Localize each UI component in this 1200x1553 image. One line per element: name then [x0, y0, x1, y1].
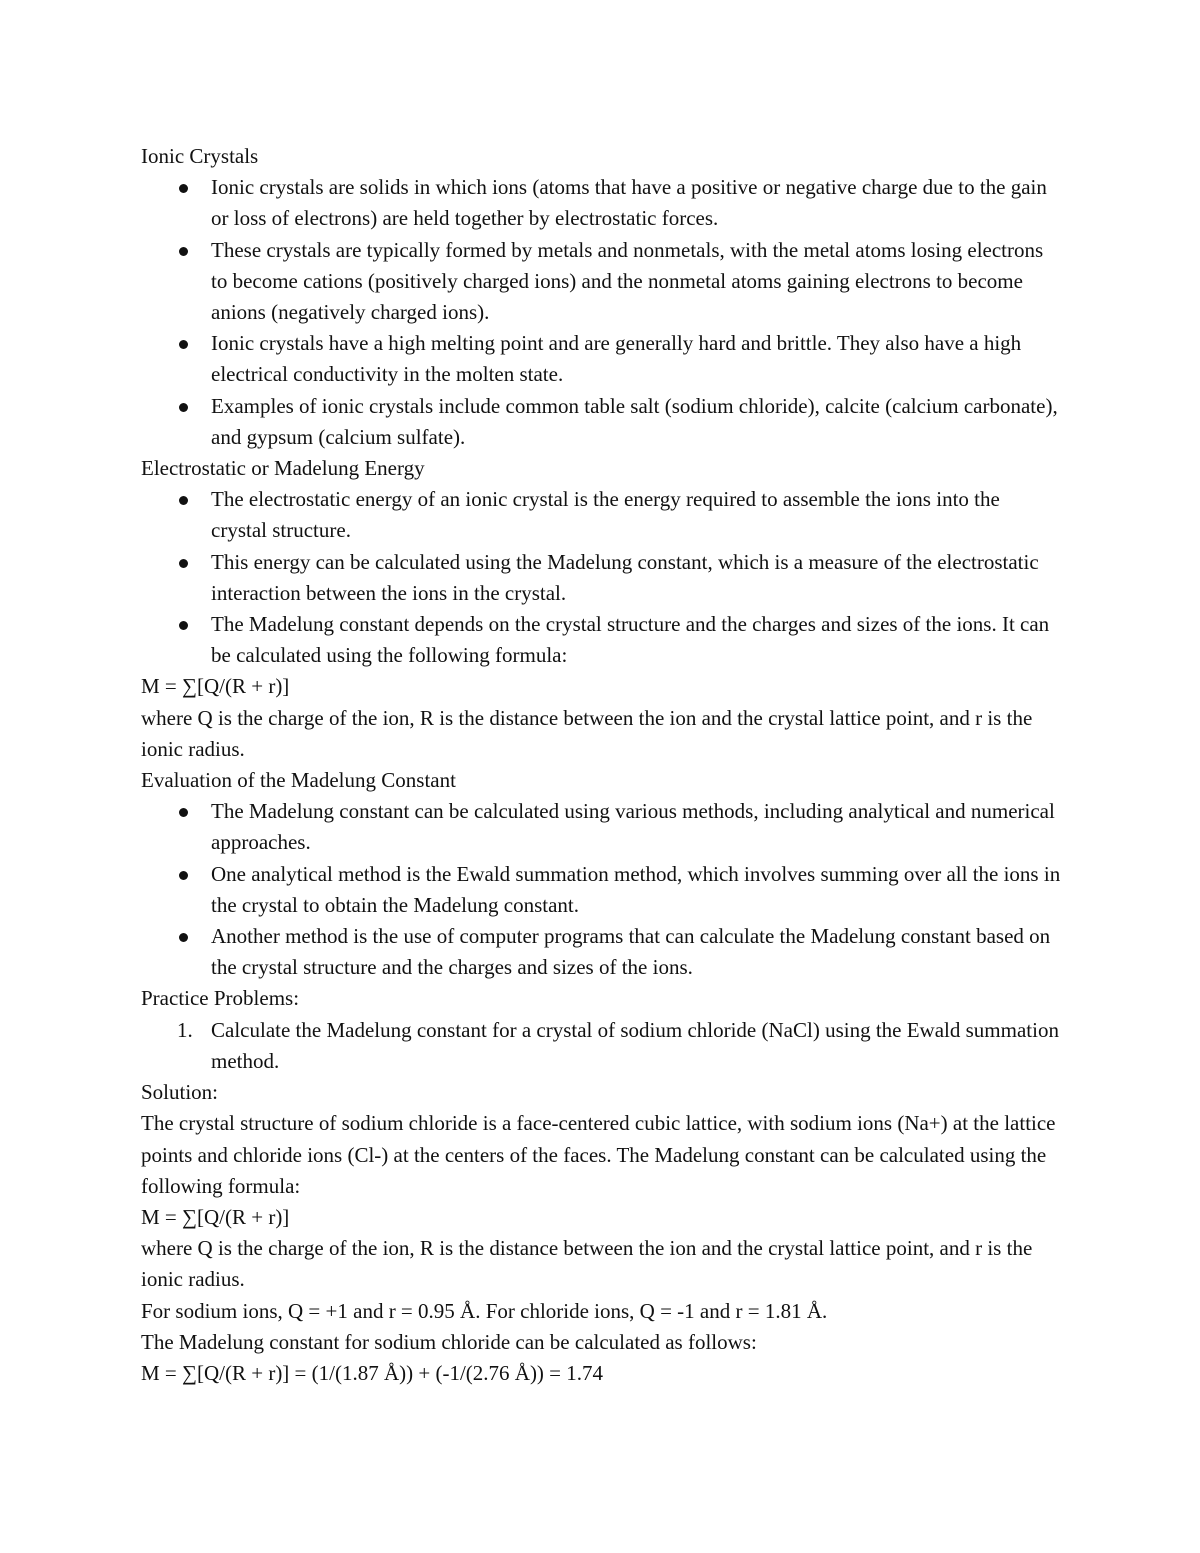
solution-label: Solution:: [141, 1080, 219, 1105]
bullet-icon: [179, 184, 188, 193]
list-item: 1. Calculate the Madelung constant for a crystal of sodium chloride (NaCl) using the Ewald summation method.: [141, 1015, 1061, 1077]
bullet-icon: [179, 247, 188, 256]
bullet-icon: [179, 340, 188, 349]
solution-formula-explanation: where Q is the charge of the ion, R is the distance between the ion and the crystal lattice point, and r is the ionic radius.: [141, 1236, 1033, 1292]
list-item: The Madelung constant can be calculated using various methods, including analytical and numerical approaches.: [141, 796, 1061, 858]
list-item: The Madelung constant depends on the crystal structure and the charges and sizes of the ions. It can be calculated using the following formula:: [141, 609, 1061, 671]
bullet-icon: [179, 496, 188, 505]
ionic-crystals-list: [141, 172, 1061, 453]
calculation-intro: The Madelung constant for sodium chloride can be calculated as follows:: [141, 1329, 757, 1354]
solution-text: The crystal structure of sodium chloride is a face-centered cubic lattice, with sodium ions (Na+) at the lattice points and chloride ions (Cl-) at the centers of the faces. The Madelung constant can be calculated using the following formula:: [141, 1111, 1056, 1198]
ion-values-line: For sodium ions, Q = +1 and r = 0.95 Å. For chloride ions, Q = -1 and r = 1.81 Å.: [141, 1298, 828, 1323]
section-heading-ionic-crystals: Ionic Crystals: [141, 144, 259, 168]
solution-formula: M = ∑[Q/(R + r)]: [141, 1204, 290, 1229]
list-item: One analytical method is the Ewald summation method, which involves summing over all the ions in the crystal to obtain the Madelung constant.: [141, 859, 1061, 921]
practice-problems-list: [141, 1015, 1061, 1077]
list-item: These crystals are typically formed by metals and nonmetals, with the metal atoms losing electrons to become cations (positively charged ions) and the nonmetal atoms gaining electrons to become anions (negatively charged ions).: [141, 235, 1061, 329]
bullet-icon: [179, 621, 188, 630]
list-item: Ionic crystals have a high melting point and are generally hard and brittle. They also have a high electrical conductivity in the molten state.: [141, 328, 1061, 390]
section-heading-practice-problems: Practice Problems:: [141, 986, 300, 1011]
calculation-result: M = ∑[Q/(R + r)] = (1/(1.87 Å)) + (-1/(2.76 Å)) = 1.74: [141, 1360, 604, 1385]
list-item: Examples of ionic crystals include common table salt (sodium chloride), calcite (calcium carbonate), and gypsum (calcium sulfate).: [141, 391, 1061, 453]
list-item: The electrostatic energy of an ionic crystal is the energy required to assemble the ions into the crystal structure.: [141, 484, 1061, 546]
document-body: [141, 141, 1061, 1389]
problem-number: 1.: [177, 1017, 193, 1042]
bullet-icon: [179, 559, 188, 568]
list-item: Another method is the use of computer programs that can calculate the Madelung constant based on the crystal structure and the charges and sizes of the ions.: [141, 921, 1061, 983]
formula-explanation: where Q is the charge of the ion, R is the distance between the ion and the crystal lattice point, and r is the ionic radius.: [141, 705, 1033, 761]
list-item: Ionic crystals are solids in which ions (atoms that have a positive or negative charge due to the gain or loss of electrons) are held together by electrostatic forces.: [141, 172, 1061, 234]
bullet-icon: [179, 933, 188, 942]
bullet-icon: [179, 403, 188, 412]
evaluation-list: [141, 796, 1061, 983]
madelung-formula: M = ∑[Q/(R + r)]: [141, 674, 290, 699]
bullet-icon: [179, 871, 188, 880]
section-heading-evaluation: Evaluation of the Madelung Constant: [141, 768, 456, 793]
section-heading-madelung-energy: Electrostatic or Madelung Energy: [141, 456, 425, 481]
bullet-icon: [179, 808, 188, 817]
list-item: This energy can be calculated using the Madelung constant, which is a measure of the electrostatic interaction between the ions in the crystal.: [141, 547, 1061, 609]
madelung-energy-list: [141, 484, 1061, 671]
